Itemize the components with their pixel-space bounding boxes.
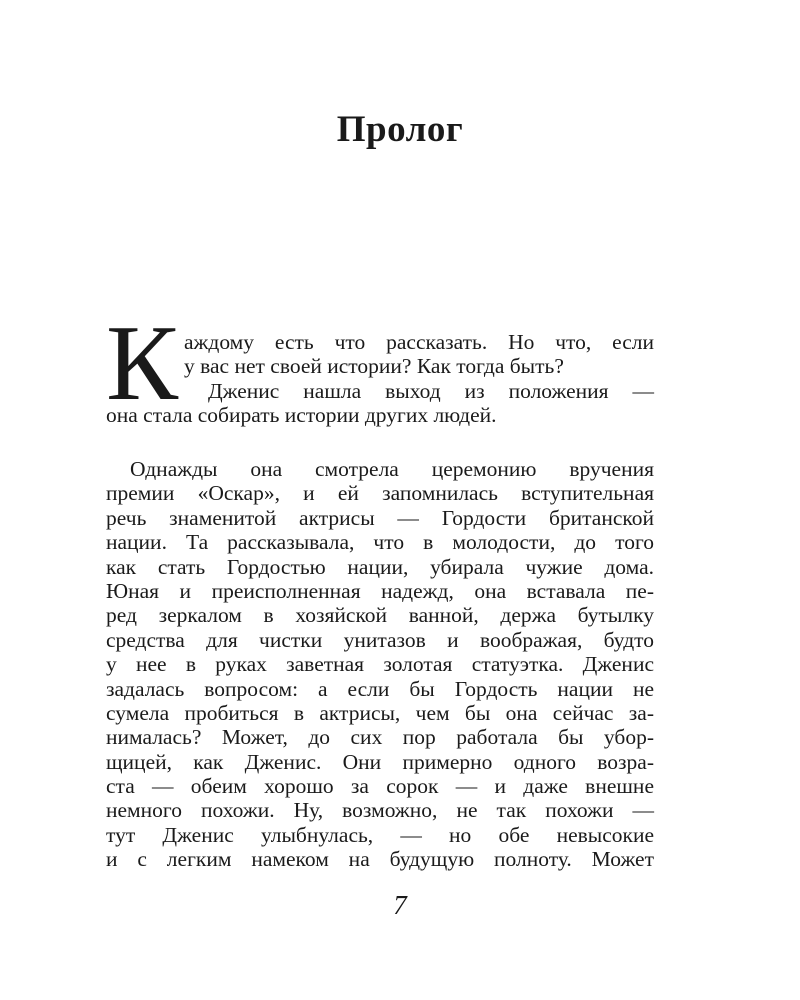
text-line: ста — обеим хорошо за сорок — и даже внешне xyxy=(106,774,654,799)
text-line: у вас нет своей истории? Как тогда быть? xyxy=(184,354,564,379)
drop-cap: К xyxy=(106,304,179,423)
text-line: немного похожи. Ну, возможно, не так похожи — xyxy=(106,798,654,823)
chapter-title: Пролог xyxy=(336,109,464,150)
text-line: аждому есть что рассказать. Но что, если xyxy=(184,330,654,354)
text-line: речь знаменитой актрисы — Гордости британской xyxy=(106,505,654,530)
text-line: ред зеркалом в хозяйской ванной, держа бутылку xyxy=(106,603,654,628)
text-line: нации. Та рассказывала, что в молодости, до того xyxy=(106,530,654,555)
text-line: у нее в руках заветная золотая статуэтка. Дженис xyxy=(106,652,654,677)
text-line: сумела пробиться в актрисы, чем бы она сейчас за- xyxy=(106,700,654,725)
text-line: Дженис нашла выход из положения — xyxy=(208,378,654,403)
text-line: Юная и преисполненная надежд, она вставала пе- xyxy=(106,578,654,603)
text-line: как стать Гордостью нации, убирала чужие дома. xyxy=(106,554,654,579)
text-line: средства для чистки унитазов и воображая, будто xyxy=(106,627,654,652)
text-line: задалась вопросом: а если бы Гордость нации не xyxy=(106,676,654,701)
page-number: 7 xyxy=(393,890,407,920)
text-line: нималась? Может, до сих пор работала бы убор- xyxy=(106,725,654,750)
text-line: щицей, как Дженис. Они примерно одного возра- xyxy=(106,749,654,774)
body-paragraph xyxy=(106,457,654,872)
text-line: и с легким намеком на будущую полноту. Может xyxy=(106,847,654,872)
text-line: премии «Оскар», и ей запомнилась вступительная xyxy=(106,481,654,506)
intro-paragraph xyxy=(106,330,654,428)
text-line: тут Дженис улыбнулась, — но обе невысокие xyxy=(106,822,654,847)
text-line: Однажды она смотрела церемонию вручения xyxy=(130,457,654,481)
text-line: она стала собирать истории других людей. xyxy=(106,403,497,428)
